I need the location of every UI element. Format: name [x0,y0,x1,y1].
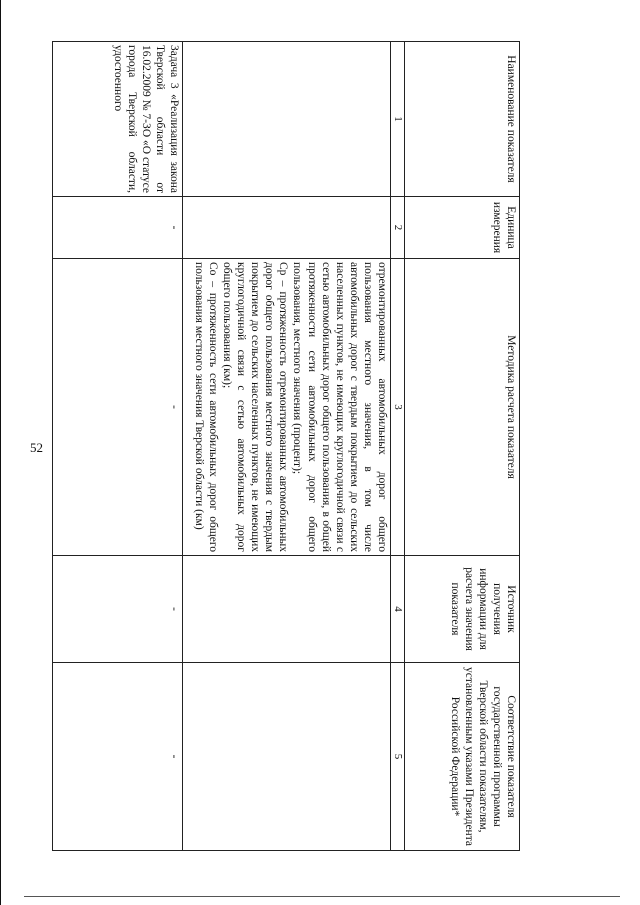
header-name: Наименование показателя [405,42,520,197]
row1-unit [182,197,390,259]
col-number-1: 1 [390,42,404,197]
col-number-5: 5 [390,663,404,851]
row2-source: - [53,556,183,663]
header-unit: Единица измерения [405,197,520,259]
table-row [53,42,183,851]
col-number-4: 4 [390,556,404,663]
col-number-2: 2 [390,197,404,259]
method-paragraph: Со – протяженность сети автомобильных дорог общего пользования местного значения Тверской области (км) [193,262,220,552]
page-left-border [0,0,1,905]
table-header-row [405,42,520,851]
row1-name [182,42,390,197]
header-method: Методика расчета показателя [405,259,520,556]
method-paragraph: Ср – протяженность отремонтированных автомобильных дорог общего пользования местного значения с твердым покрытием до сельских населенных пунктов, не имеющих круглогодичной связи с сетью автомобильных дорог общего пользования (км); [221,262,290,552]
header-source: Источник получения информации для расчета значения показателя [405,556,520,663]
col-number-3: 3 [390,259,404,556]
table-row [182,42,390,851]
row1-method [182,259,390,556]
header-match: Соответствие показателя государственной программы Тверской области показателям, установленным указами Президента Российской Федерации* [405,663,520,851]
row2-method: - [53,259,183,556]
indicator-table [52,41,520,851]
row1-source [182,556,390,663]
page-bottom-rule [24,896,620,897]
row1-match [182,663,390,851]
rotated-table-wrapper [52,41,520,850]
row2-match: - [53,663,183,851]
page-number: 52 [30,440,43,455]
method-paragraph: отремонтированных автомобильных дорог общего пользования местного значения, в том числе автомобильных дорог с твердым покрытием до сельских населенных пунктов, не имеющих круглогодичной связи с сетью автомобильных дорог общего пользования, в общей протяженности сети автомобильных дорог общего пользования, местного значения (процент); [291,262,388,552]
row2-name: Задача 3 «Реализация закона Тверской области от 16.02.2009 № 7-ЗО «О статусе города Тверской области, удостоенного [53,42,183,197]
row2-unit: - [53,197,183,259]
column-number-row [390,42,404,851]
